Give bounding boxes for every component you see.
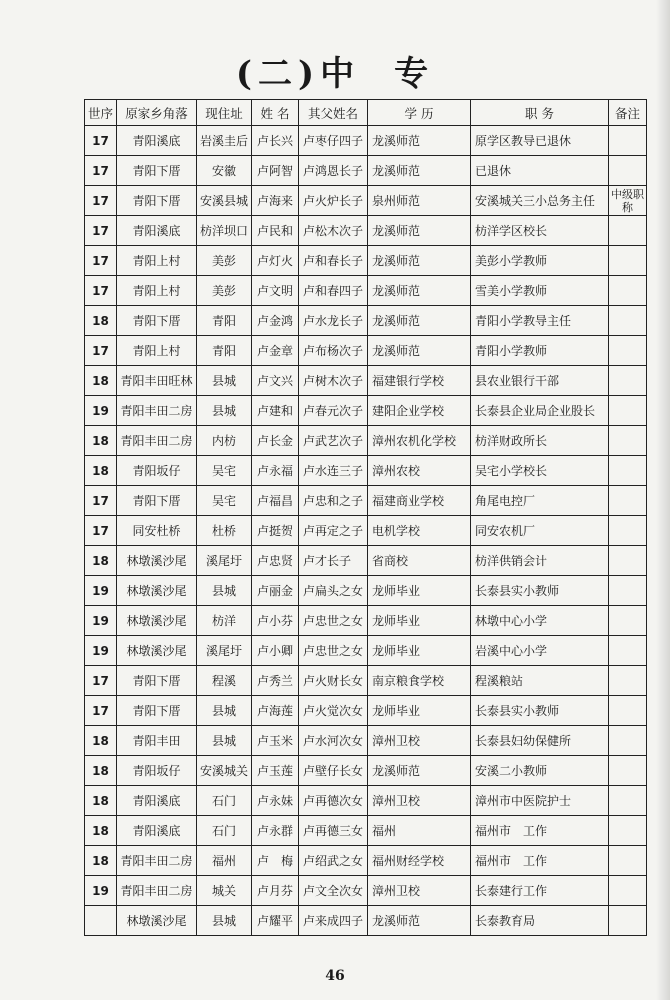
cell-education: 福州: [368, 816, 471, 846]
page-number: 46: [325, 968, 345, 984]
cell-education: 龙溪师范: [368, 216, 471, 246]
cell-education: 福建商业学校: [368, 486, 471, 516]
cell-generation: 17: [85, 696, 117, 726]
cell-name: 卢文兴: [252, 366, 299, 396]
cell-position: 福州市 工作: [471, 816, 609, 846]
table-row: [85, 816, 647, 846]
table-row: [85, 276, 647, 306]
cell-note: [609, 876, 647, 906]
cell-generation: 18: [85, 366, 117, 396]
cell-education: 龙溪师范: [368, 246, 471, 276]
table-row: [85, 306, 647, 336]
cell-note: [609, 276, 647, 306]
cell-position: 同安农机厂: [471, 516, 609, 546]
cell-hometown: 青阳溪底: [117, 786, 197, 816]
cell-father: 卢水河次女: [299, 726, 368, 756]
cell-education: 龙溪师范: [368, 306, 471, 336]
cell-position: 原学区教导已退休: [471, 126, 609, 156]
cell-education: 龙溪师范: [368, 156, 471, 186]
cell-generation: 17: [85, 156, 117, 186]
cell-position: 县农业银行干部: [471, 366, 609, 396]
cell-education: 漳州农机化学校: [368, 426, 471, 456]
cell-position: 长泰县实小教师: [471, 696, 609, 726]
cell-hometown: 林墩溪沙尾: [117, 906, 197, 936]
cell-position: 美彭小学教师: [471, 246, 609, 276]
cell-generation: 18: [85, 756, 117, 786]
cell-hometown: 青阳上村: [117, 336, 197, 366]
cell-generation: 17: [85, 246, 117, 276]
cell-name: 卢永福: [252, 456, 299, 486]
cell-address: 县城: [197, 726, 252, 756]
col-header-address: 现住址: [197, 100, 252, 126]
cell-generation: 18: [85, 426, 117, 456]
cell-education: 龙溪师范: [368, 756, 471, 786]
cell-father: 卢再德次女: [299, 786, 368, 816]
cell-position: 角尾电控厂: [471, 486, 609, 516]
cell-position: 程溪粮站: [471, 666, 609, 696]
table-row: [85, 636, 647, 666]
cell-note: [609, 516, 647, 546]
cell-address: 溪尾圩: [197, 546, 252, 576]
cell-name: 卢小卿: [252, 636, 299, 666]
cell-address: 吴宅: [197, 456, 252, 486]
cell-address: 吴宅: [197, 486, 252, 516]
cell-name: 卢耀平: [252, 906, 299, 936]
cell-note: [609, 426, 647, 456]
cell-name: 卢月芬: [252, 876, 299, 906]
cell-father: 卢壁仔长女: [299, 756, 368, 786]
cell-generation: 18: [85, 846, 117, 876]
cell-father: 卢布杨次子: [299, 336, 368, 366]
cell-name: 卢海莲: [252, 696, 299, 726]
cell-generation: 19: [85, 636, 117, 666]
cell-father: 卢枣仔四子: [299, 126, 368, 156]
cell-address: 枋洋: [197, 606, 252, 636]
table-row: [85, 546, 647, 576]
table-row: [85, 876, 647, 906]
cell-generation: 17: [85, 186, 117, 216]
cell-note: [609, 756, 647, 786]
cell-hometown: 青阳下厝: [117, 666, 197, 696]
cell-education: 龙溪师范: [368, 336, 471, 366]
cell-position: 长泰建行工作: [471, 876, 609, 906]
cell-address: 程溪: [197, 666, 252, 696]
cell-note: [609, 336, 647, 366]
cell-position: 雪美小学教师: [471, 276, 609, 306]
cell-hometown: 林墩溪沙尾: [117, 606, 197, 636]
cell-name: 卢忠贤: [252, 546, 299, 576]
cell-education: 龙溪师范: [368, 126, 471, 156]
cell-generation: 17: [85, 486, 117, 516]
cell-note: [609, 126, 647, 156]
cell-note: [609, 636, 647, 666]
table-row: [85, 366, 647, 396]
cell-name: 卢秀兰: [252, 666, 299, 696]
roster-body: [85, 126, 647, 936]
cell-name: 卢金鸿: [252, 306, 299, 336]
cell-generation: 17: [85, 666, 117, 696]
table-row: [85, 456, 647, 486]
cell-hometown: 青阳溪底: [117, 126, 197, 156]
cell-position: 枋洋学区校长: [471, 216, 609, 246]
cell-note: [609, 846, 647, 876]
cell-position: 青阳小学教师: [471, 336, 609, 366]
table-row: [85, 666, 647, 696]
cell-address: 内枋: [197, 426, 252, 456]
cell-note: [609, 366, 647, 396]
cell-note: 中级职称: [609, 186, 647, 216]
cell-father: 卢忠世之女: [299, 606, 368, 636]
table-row: [85, 846, 647, 876]
cell-address: 杜桥: [197, 516, 252, 546]
cell-name: 卢建和: [252, 396, 299, 426]
cell-generation: 18: [85, 726, 117, 756]
cell-generation: 18: [85, 456, 117, 486]
table-row: [85, 426, 647, 456]
cell-hometown: 青阳上村: [117, 246, 197, 276]
cell-father: 卢松木次子: [299, 216, 368, 246]
cell-education: 福建银行学校: [368, 366, 471, 396]
cell-father: 卢扁头之女: [299, 576, 368, 606]
cell-generation: 19: [85, 396, 117, 426]
cell-father: 卢绍武之女: [299, 846, 368, 876]
cell-position: 已退休: [471, 156, 609, 186]
cell-father: 卢再德三女: [299, 816, 368, 846]
cell-position: 安溪城关三小总务主任: [471, 186, 609, 216]
cell-note: [609, 906, 647, 936]
cell-generation: 17: [85, 336, 117, 366]
cell-note: [609, 696, 647, 726]
cell-position: 吴宅小学校长: [471, 456, 609, 486]
cell-name: 卢文明: [252, 276, 299, 306]
col-header-education: 学 历: [368, 100, 471, 126]
cell-generation: 19: [85, 876, 117, 906]
cell-name: 卢长金: [252, 426, 299, 456]
title-prefix: (二): [235, 54, 321, 94]
cell-generation: 18: [85, 786, 117, 816]
cell-hometown: 同安杜桥: [117, 516, 197, 546]
cell-education: 龙师毕业: [368, 606, 471, 636]
cell-name: 卢民和: [252, 216, 299, 246]
table-row: [85, 606, 647, 636]
cell-education: 漳州卫校: [368, 786, 471, 816]
cell-name: 卢挺贺: [252, 516, 299, 546]
cell-father: 卢忠和之子: [299, 486, 368, 516]
table-row: [85, 486, 647, 516]
cell-hometown: 青阳丰田二房: [117, 396, 197, 426]
cell-position: 枋洋供销会计: [471, 546, 609, 576]
cell-education: 电机学校: [368, 516, 471, 546]
cell-education: 南京粮食学校: [368, 666, 471, 696]
cell-note: [609, 486, 647, 516]
col-header-generation: 世序: [85, 100, 117, 126]
table-row: [85, 516, 647, 546]
cell-education: 龙师毕业: [368, 576, 471, 606]
cell-generation: 17: [85, 276, 117, 306]
cell-father: 卢才长子: [299, 546, 368, 576]
cell-name: 卢玉莲: [252, 756, 299, 786]
cell-education: 省商校: [368, 546, 471, 576]
cell-name: 卢灯火: [252, 246, 299, 276]
table-row: [85, 906, 647, 936]
cell-address: 溪尾圩: [197, 636, 252, 666]
cell-hometown: 青阳溪底: [117, 216, 197, 246]
cell-note: [609, 456, 647, 486]
cell-address: 青阳: [197, 336, 252, 366]
cell-note: [609, 156, 647, 186]
cell-position: 岩溪中心小学: [471, 636, 609, 666]
cell-education: 福州财经学校: [368, 846, 471, 876]
cell-education: 龙师毕业: [368, 696, 471, 726]
cell-name: 卢永群: [252, 816, 299, 846]
col-header-position: 职 务: [471, 100, 609, 126]
cell-name: 卢福昌: [252, 486, 299, 516]
cell-address: 城关: [197, 876, 252, 906]
col-header-note: 备注: [609, 100, 647, 126]
cell-position: 青阳小学教导主任: [471, 306, 609, 336]
table-row: [85, 726, 647, 756]
table-row: [85, 156, 647, 186]
cell-generation: 18: [85, 816, 117, 846]
cell-address: 石门: [197, 816, 252, 846]
table-row: [85, 786, 647, 816]
cell-generation: 19: [85, 606, 117, 636]
cell-note: [609, 816, 647, 846]
cell-hometown: 青阳下厝: [117, 306, 197, 336]
cell-father: 卢鸿恩长子: [299, 156, 368, 186]
cell-position: 林墩中心小学: [471, 606, 609, 636]
cell-position: 漳州市中医院护士: [471, 786, 609, 816]
cell-note: [609, 606, 647, 636]
cell-father: 卢水龙长子: [299, 306, 368, 336]
cell-address: 县城: [197, 906, 252, 936]
cell-hometown: 青阳下厝: [117, 186, 197, 216]
scan-edge-shadow: [656, 0, 670, 1000]
cell-address: 县城: [197, 396, 252, 426]
table-row: [85, 186, 647, 216]
cell-father: 卢水连三子: [299, 456, 368, 486]
cell-position: 长泰教育局: [471, 906, 609, 936]
cell-hometown: 青阳丰田二房: [117, 876, 197, 906]
cell-name: 卢丽金: [252, 576, 299, 606]
cell-address: 岩溪圭后: [197, 126, 252, 156]
cell-hometown: 青阳丰田二房: [117, 426, 197, 456]
cell-note: [609, 726, 647, 756]
cell-name: 卢永妹: [252, 786, 299, 816]
cell-generation: 19: [85, 576, 117, 606]
cell-generation: 17: [85, 126, 117, 156]
cell-father: 卢树木次子: [299, 366, 368, 396]
cell-generation: 18: [85, 546, 117, 576]
cell-address: 县城: [197, 576, 252, 606]
col-header-name: 姓 名: [252, 100, 299, 126]
cell-education: 建阳企业学校: [368, 396, 471, 426]
cell-hometown: 青阳溪底: [117, 816, 197, 846]
table-row: [85, 396, 647, 426]
table-row: [85, 576, 647, 606]
table-row: [85, 756, 647, 786]
table-row: [85, 696, 647, 726]
cell-position: 枋洋财政所长: [471, 426, 609, 456]
cell-note: [609, 246, 647, 276]
col-header-father: 其父姓名: [299, 100, 368, 126]
cell-address: 县城: [197, 696, 252, 726]
cell-hometown: 林墩溪沙尾: [117, 636, 197, 666]
cell-education: 泉州师范: [368, 186, 471, 216]
roster-table: [84, 99, 647, 936]
cell-name: 卢金章: [252, 336, 299, 366]
col-header-hometown: 原家乡角落: [117, 100, 197, 126]
cell-address: 石门: [197, 786, 252, 816]
cell-position: 安溪二小教师: [471, 756, 609, 786]
cell-name: 卢 梅: [252, 846, 299, 876]
cell-name: 卢海来: [252, 186, 299, 216]
cell-father: 卢和春长子: [299, 246, 368, 276]
cell-hometown: 青阳丰田: [117, 726, 197, 756]
cell-hometown: 青阳坂仔: [117, 756, 197, 786]
cell-note: [609, 396, 647, 426]
cell-generation: 17: [85, 216, 117, 246]
cell-address: 县城: [197, 366, 252, 396]
cell-address: 安溪县城: [197, 186, 252, 216]
table-row: [85, 216, 647, 246]
cell-education: 龙溪师范: [368, 276, 471, 306]
cell-hometown: 青阳下厝: [117, 696, 197, 726]
cell-address: 福州: [197, 846, 252, 876]
cell-hometown: 林墩溪沙尾: [117, 576, 197, 606]
cell-father: 卢火财长女: [299, 666, 368, 696]
cell-note: [609, 546, 647, 576]
table-row: [85, 246, 647, 276]
cell-name: 卢玉米: [252, 726, 299, 756]
cell-father: 卢武艺次子: [299, 426, 368, 456]
cell-name: 卢长兴: [252, 126, 299, 156]
cell-father: 卢来成四子: [299, 906, 368, 936]
cell-hometown: 青阳上村: [117, 276, 197, 306]
title-word-2: 专: [394, 54, 435, 94]
cell-position: 长泰县企业局企业股长: [471, 396, 609, 426]
cell-education: 漳州农校: [368, 456, 471, 486]
cell-father: 卢火炉长子: [299, 186, 368, 216]
cell-generation: [85, 906, 117, 936]
cell-hometown: 青阳下厝: [117, 156, 197, 186]
cell-note: [609, 576, 647, 606]
cell-father: 卢春元次子: [299, 396, 368, 426]
cell-father: 卢再定之子: [299, 516, 368, 546]
cell-education: 龙师毕业: [368, 636, 471, 666]
cell-generation: 18: [85, 306, 117, 336]
cell-address: 枋洋坝口: [197, 216, 252, 246]
title-word-1: 中: [320, 54, 361, 94]
cell-position: 福州市 工作: [471, 846, 609, 876]
cell-father: 卢文全次女: [299, 876, 368, 906]
cell-address: 美彭: [197, 246, 252, 276]
cell-hometown: 青阳丰田二房: [117, 846, 197, 876]
cell-address: 安溪城关: [197, 756, 252, 786]
cell-education: 漳州卫校: [368, 726, 471, 756]
cell-position: 长泰县实小教师: [471, 576, 609, 606]
cell-name: 卢小芬: [252, 606, 299, 636]
cell-note: [609, 306, 647, 336]
cell-address: 美彭: [197, 276, 252, 306]
page-title: [0, 46, 670, 95]
cell-name: 卢阿智: [252, 156, 299, 186]
cell-education: 龙溪师范: [368, 906, 471, 936]
cell-hometown: 林墩溪沙尾: [117, 546, 197, 576]
cell-address: 青阳: [197, 306, 252, 336]
header-row: [85, 100, 647, 126]
cell-hometown: 青阳坂仔: [117, 456, 197, 486]
cell-father: 卢忠世之女: [299, 636, 368, 666]
cell-address: 安徽: [197, 156, 252, 186]
cell-education: 漳州卫校: [368, 876, 471, 906]
cell-note: [609, 216, 647, 246]
cell-father: 卢和春四子: [299, 276, 368, 306]
table-row: [85, 336, 647, 366]
cell-generation: 17: [85, 516, 117, 546]
cell-position: 长泰县妇幼保健所: [471, 726, 609, 756]
cell-note: [609, 786, 647, 816]
cell-hometown: 青阳丰田旺林: [117, 366, 197, 396]
cell-hometown: 青阳下厝: [117, 486, 197, 516]
cell-note: [609, 666, 647, 696]
cell-father: 卢火觉次女: [299, 696, 368, 726]
table-row: [85, 126, 647, 156]
